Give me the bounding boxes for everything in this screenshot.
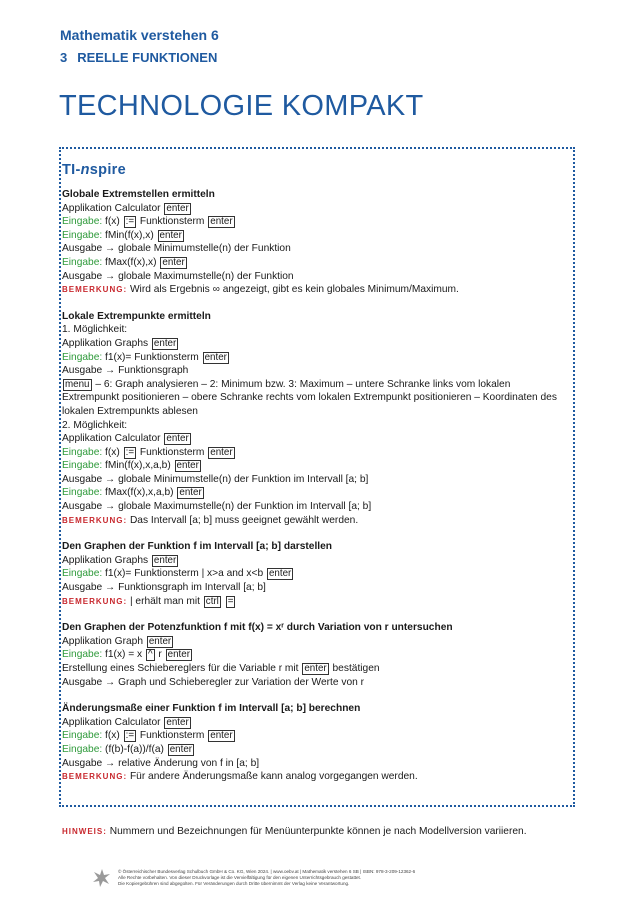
section: [62, 702, 570, 784]
text: – 6: Graph analysieren – 2: Minimum bzw. 3: Maximum – untere Schranke links vom lokalen Extrempunkt positionieren – obere Schranke rechts vom lokalen Extrempunkt positionieren – Koordinaten des lokalen Extrempunkts ablesen: [62, 378, 557, 417]
instruction-line: [62, 486, 570, 500]
footer-copyright: © Österreichischer Bundesverlag Schulbuch GmbH & Co. KG, Wien 2024. | www.oebv.at | Mathematik verstehen 6 SB | ISBN: 978-3-209-12362-6 Alle Rechte vorbehalten. Von dieser Druckvorlage ist die Vervielfältigung für den eigenen Unterrichtsgebrauch gestattet. Die Kopiergebühren sind abgegolten. Für Veränderungen durch Dritte übernimmt der Verlag keine Verantwortung.: [118, 869, 416, 886]
instruction-line: [62, 635, 570, 649]
text: f(x): [102, 730, 123, 742]
text: Ausgabe → globale Maximumstelle(n) der Funktion: [62, 270, 294, 282]
publisher-logo-icon: [92, 868, 112, 888]
input-label: Eingabe:: [62, 487, 103, 499]
text: f1(x)= Funktionsterm | x>a and x<b: [102, 568, 266, 580]
text: [222, 596, 225, 607]
text: Funktionsterm: [137, 216, 208, 228]
key-enter: enter: [268, 568, 292, 580]
instruction-line: [62, 743, 570, 757]
instructions: [62, 188, 570, 797]
input-label: Eingabe:: [62, 568, 103, 580]
instruction-line: [62, 729, 570, 743]
key-enter: enter: [166, 202, 189, 214]
instruction-line: [62, 676, 570, 690]
key-enter: enter: [204, 351, 227, 363]
instruction-line: [62, 337, 570, 351]
book-title: Mathematik verstehen 6: [60, 27, 219, 43]
instruction-line: [62, 202, 570, 216]
text: f(x): [102, 446, 123, 458]
instruction-line: [62, 567, 570, 581]
text: Applikation Calculator: [62, 433, 164, 445]
instruction-line: [62, 323, 570, 337]
input-label: Eingabe:: [62, 743, 103, 755]
remark-label: BEMERKUNG:: [62, 515, 128, 525]
input-label: Eingabe:: [62, 730, 103, 742]
chapter-heading: [60, 50, 217, 65]
key-enter: enter: [166, 716, 189, 728]
instruction-line: [62, 419, 570, 433]
text: Applikation Graphs: [62, 337, 151, 349]
text: Für andere Änderungsmaße kann analog vorgegangen werden.: [127, 771, 418, 783]
text: 2. Möglichkeit:: [62, 419, 128, 431]
text: Ausgabe → Funktionsgraph im Intervall [a; b]: [62, 582, 266, 594]
instruction-line: [62, 648, 570, 662]
instruction-line: [62, 229, 570, 243]
instruction-line: [62, 581, 570, 595]
box-heading: TI-nspire: [62, 162, 126, 178]
text: Applikation Graphs: [62, 554, 151, 566]
instruction-line: [62, 500, 570, 514]
instruction-line: [62, 662, 570, 676]
key-enter: enter: [304, 663, 327, 674]
text: Ausgabe → globale Minimumstelle(n) der Funktion im Intervall [a; b]: [62, 473, 369, 485]
hinweis-note: [62, 826, 527, 837]
instruction-line: [62, 432, 570, 446]
key-enter: enter: [210, 730, 233, 742]
text: fMin(f(x),x,a,b): [102, 460, 174, 472]
text: Das Intervall [a; b] muss geeignet gewählt werden.: [127, 514, 359, 526]
hinweis-text: Nummern und Bezeichnungen für Menüunterpunkte können je nach Modellversion variieren.: [106, 826, 527, 837]
key-enter: enter: [210, 216, 233, 228]
key-xx: :=: [125, 446, 135, 458]
instruction-line: [62, 256, 570, 270]
key-enter: enter: [153, 337, 177, 349]
key-enter: enter: [159, 229, 182, 241]
text: Applikation Calculator: [62, 716, 164, 728]
key-enter: enter: [148, 635, 172, 647]
key-x: =: [227, 595, 234, 607]
text: fMax(f(x),x,a,b): [102, 487, 177, 499]
input-label: Eingabe:: [62, 649, 103, 661]
text: fMin(f(x),x): [102, 229, 157, 241]
text: Erstellung eines Schiebereglers für die Variable r mit: [62, 663, 302, 674]
key-ctrl: ctrl: [205, 595, 219, 607]
text: Funktionsterm: [137, 446, 208, 458]
instruction-line: [62, 364, 570, 378]
section-title: Den Graphen der Funktion f im Intervall [a; b] darstellen: [62, 541, 333, 553]
page-title: TECHNOLOGIE KOMPAKT: [59, 90, 424, 122]
instruction-line: [62, 270, 570, 284]
instruction-line: [62, 770, 570, 784]
text: fMax(f(x),x): [102, 256, 160, 268]
instruction-line: [62, 459, 570, 473]
instruction-line: [62, 716, 570, 730]
input-label: Eingabe:: [62, 446, 103, 458]
key-menu: menu: [65, 378, 90, 390]
section: [62, 188, 570, 297]
instruction-line: [62, 473, 570, 487]
text: Wird als Ergebnis ∞ angezeigt, gibt es kein globales Minimum/Maximum.: [127, 284, 459, 296]
key-xx: :=: [125, 730, 135, 742]
text: 1. Möglichkeit:: [62, 324, 128, 336]
instruction-line: [62, 514, 570, 528]
text: Applikation Graph: [62, 635, 146, 647]
text: | erhält man mit: [127, 595, 203, 607]
key-enter: enter: [176, 460, 199, 472]
text: Ausgabe → Graph und Schieberegler zur Variation der Werte von r: [62, 676, 365, 688]
instruction-line: [62, 446, 570, 460]
key-enter: enter: [153, 554, 177, 566]
key-enter: enter: [162, 256, 185, 268]
instruction-line: [62, 757, 570, 771]
input-label: Eingabe:: [62, 351, 103, 363]
instruction-line: [62, 554, 570, 568]
input-label: Eingabe:: [62, 256, 103, 268]
instruction-line: [62, 283, 570, 297]
section: [62, 540, 570, 608]
chapter-title: REELLE FUNKTIONEN: [77, 50, 218, 65]
instruction-line: [62, 351, 570, 365]
remark-label: BEMERKUNG:: [62, 596, 128, 606]
text: Ausgabe → Funktionsgraph: [62, 365, 189, 377]
instruction-line: [62, 215, 570, 229]
key-enter: enter: [179, 487, 202, 499]
text: Ausgabe → globale Maximumstelle(n) der Funktion im Intervall [a; b]: [62, 501, 372, 513]
section-title: Änderungsmaße einer Funktion f im Intervall [a; b] berechnen: [62, 703, 361, 715]
input-label: Eingabe:: [62, 216, 103, 228]
text: Ausgabe → globale Minimumstelle(n) der Funktion: [62, 243, 291, 255]
instruction-line: [62, 378, 570, 419]
section: [62, 621, 570, 689]
hinweis-label: HINWEIS:: [62, 827, 107, 836]
input-label: Eingabe:: [62, 460, 103, 472]
text: bestätigen: [329, 663, 380, 674]
section-title: Lokale Extrempunkte ermitteln: [62, 310, 211, 322]
key-enter: enter: [166, 433, 189, 445]
key-x: ^: [147, 649, 153, 661]
text: f(x): [102, 216, 123, 228]
section: [62, 310, 570, 528]
text: Applikation Calculator: [62, 202, 164, 214]
text: f1(x) = x: [102, 649, 145, 661]
key-xx: :=: [125, 216, 135, 228]
remark-label: BEMERKUNG:: [62, 772, 128, 782]
section-title: Globale Extremstellen ermitteln: [62, 189, 215, 200]
text: r: [155, 649, 165, 661]
input-label: Eingabe:: [62, 229, 103, 241]
instruction-line: [62, 242, 570, 256]
text: Funktionsterm: [137, 730, 208, 742]
key-enter: enter: [169, 743, 193, 755]
text: (f(b)-f(a))/f(a): [102, 743, 167, 755]
section-title: Den Graphen der Potenzfunktion f mit f(x) = xʳ durch Variation von r untersuchen: [62, 622, 453, 634]
key-enter: enter: [210, 446, 233, 458]
instruction-line: [62, 595, 570, 609]
text: f1(x)= Funktionsterm: [102, 351, 202, 363]
key-enter: enter: [167, 649, 190, 661]
chapter-number: 3: [60, 50, 68, 65]
text: Ausgabe → relative Änderung von f in [a; b]: [62, 757, 260, 769]
remark-label: BEMERKUNG:: [62, 285, 128, 295]
